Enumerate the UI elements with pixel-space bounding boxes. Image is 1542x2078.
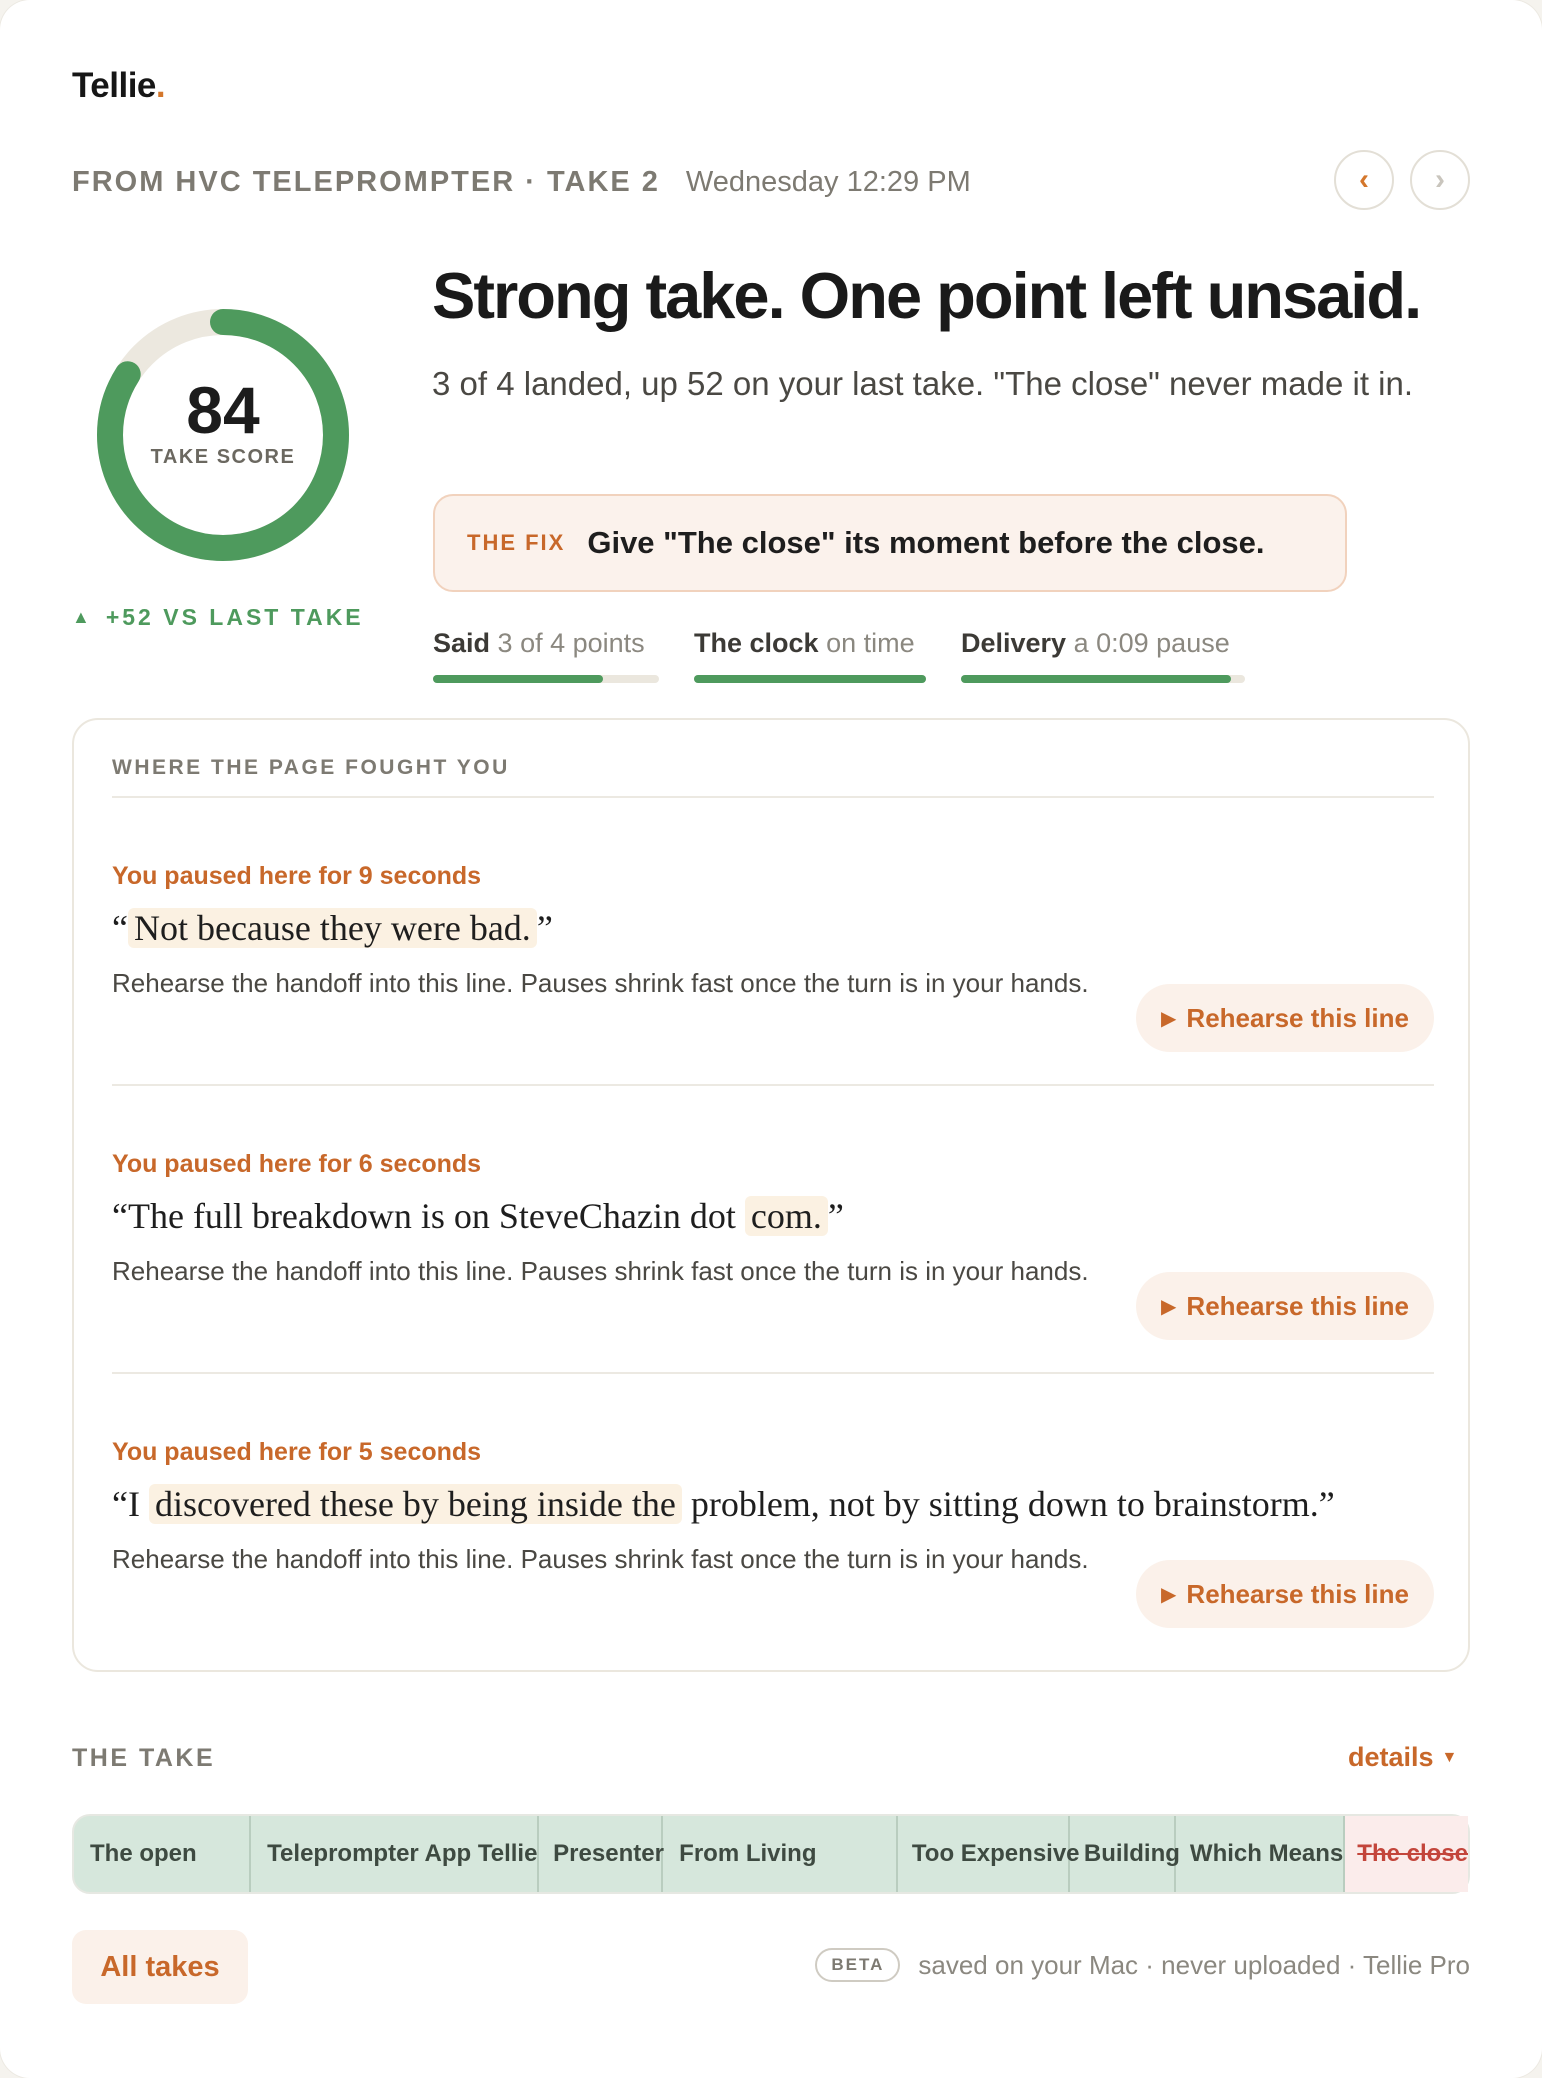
divider	[112, 1372, 1434, 1374]
timeline-segment-missed[interactable]: The close	[1345, 1816, 1468, 1892]
metric-delivery	[961, 628, 1245, 683]
fix-text: Give "The close" its moment before the close.	[587, 525, 1265, 560]
logo-dot: .	[155, 66, 166, 105]
timeline-segment[interactable]: The open	[74, 1816, 251, 1892]
metric-bar-fill	[961, 675, 1231, 683]
score-delta-text: +52 VS LAST TAKE	[105, 604, 364, 630]
chevron-left-icon: ‹	[1359, 163, 1369, 196]
metric-key: The clock	[694, 628, 819, 658]
quote-text: ”	[536, 908, 553, 948]
chevron-right-icon: ›	[1435, 163, 1445, 196]
take-source: FROM HVC TELEPROMPTER · TAKE 2	[72, 165, 660, 198]
quote-text: “	[112, 908, 128, 948]
app-logo	[72, 66, 165, 106]
footer-status	[815, 1948, 1470, 1982]
pause-note: Rehearse the handoff into this line. Pauses shrink fast once the turn is in your hands.	[112, 1256, 1089, 1286]
pause-note: Rehearse the handoff into this line. Pauses shrink fast once the turn is in your hands.	[112, 1544, 1089, 1574]
metric-key: Delivery	[961, 628, 1067, 658]
pause-note: Rehearse the handoff into this line. Pauses shrink fast once the turn is in your hands.	[112, 968, 1089, 998]
pause-quote	[112, 907, 1434, 949]
metric-detail: on time	[826, 628, 915, 658]
take-timestamp: Wednesday 12:29 PM	[685, 165, 971, 198]
timeline-segment[interactable]: Presenter	[539, 1816, 663, 1892]
quote-text: “The full breakdown is on SteveChazin dot	[112, 1196, 736, 1236]
metric-bar	[694, 675, 926, 683]
previous-take-button[interactable]	[1334, 150, 1394, 210]
play-icon: ▶	[1161, 1583, 1177, 1606]
pause-moment	[112, 862, 1434, 1033]
quote-text: problem, not by sitting down to brainstorm.”	[690, 1484, 1335, 1524]
rehearse-line-button[interactable]	[1136, 1560, 1434, 1628]
timeline-segment[interactable]: Which Means	[1176, 1816, 1345, 1892]
metric-bar-fill	[694, 675, 926, 683]
rehearse-line-button[interactable]	[1136, 1272, 1434, 1340]
metric-bar	[961, 675, 1245, 683]
score-delta	[72, 604, 364, 631]
metric-bar-fill	[433, 675, 603, 683]
divider	[112, 1084, 1434, 1086]
metric-detail: a 0:09 pause	[1073, 628, 1230, 658]
divider	[112, 796, 1434, 798]
timeline-segment[interactable]: Building	[1070, 1816, 1176, 1892]
button-label: Rehearse this line	[1186, 1290, 1409, 1321]
quote-text: “I	[112, 1484, 140, 1524]
take-timeline	[72, 1814, 1470, 1894]
logo-text: Tellie	[72, 66, 156, 105]
take-meta	[72, 162, 971, 202]
quote-highlight: com.	[745, 1196, 828, 1236]
metric-clock	[694, 628, 926, 683]
quote-highlight: Not because they were bad.	[128, 908, 537, 948]
up-triangle-icon: ▲	[72, 607, 90, 627]
beta-badge: BETA	[815, 1948, 900, 1982]
button-label: Rehearse this line	[1186, 1578, 1409, 1609]
summary-headline: Strong take. One point left unsaid.	[432, 259, 1421, 332]
fix-callout	[433, 494, 1347, 592]
metric-bar	[433, 675, 659, 683]
pause-quote	[112, 1195, 1434, 1237]
quote-highlight: discovered these by being inside the	[149, 1484, 682, 1524]
all-takes-button[interactable]: All takes	[72, 1930, 248, 2004]
pause-heading: You paused here for 9 seconds	[112, 862, 482, 890]
next-take-button[interactable]	[1410, 150, 1470, 210]
button-label: Rehearse this line	[1186, 1002, 1409, 1033]
fix-tag: THE FIX	[467, 530, 566, 555]
timeline-segment[interactable]: Too Expensive	[898, 1816, 1070, 1892]
take-section-title: THE TAKE	[72, 1744, 216, 1772]
metric-key: Said	[433, 628, 491, 658]
page-fought-panel	[72, 718, 1470, 1672]
pause-heading: You paused here for 5 seconds	[112, 1438, 482, 1466]
play-icon: ▶	[1161, 1295, 1177, 1318]
details-toggle[interactable]	[1348, 1742, 1457, 1773]
footer-text: saved on your Mac · never uploaded · Tellie Pro	[918, 1949, 1470, 1980]
score-ring	[96, 308, 350, 562]
pause-heading: You paused here for 6 seconds	[112, 1150, 482, 1178]
take-score-value: 84	[186, 373, 260, 447]
summary-subline: 3 of 4 landed, up 52 on your last take. "The close" never made it in.	[432, 365, 1414, 402]
pause-moment	[112, 1150, 1434, 1321]
pause-moment	[112, 1438, 1434, 1609]
details-label: details	[1348, 1742, 1434, 1772]
timeline-segment[interactable]: Teleprompter App Tellie	[251, 1816, 539, 1892]
rehearse-line-button[interactable]	[1136, 984, 1434, 1052]
metric-detail: 3 of 4 points	[497, 628, 645, 658]
metric-said	[433, 628, 659, 683]
take-score-label: TAKE SCORE	[150, 446, 296, 468]
play-icon: ▶	[1161, 1007, 1177, 1030]
panel-title: WHERE THE PAGE FOUGHT YOU	[112, 756, 510, 779]
caret-down-icon: ▼	[1441, 1748, 1458, 1766]
quote-text: ”	[827, 1196, 844, 1236]
timeline-segment[interactable]: From Living	[663, 1816, 898, 1892]
pause-quote	[112, 1483, 1434, 1525]
